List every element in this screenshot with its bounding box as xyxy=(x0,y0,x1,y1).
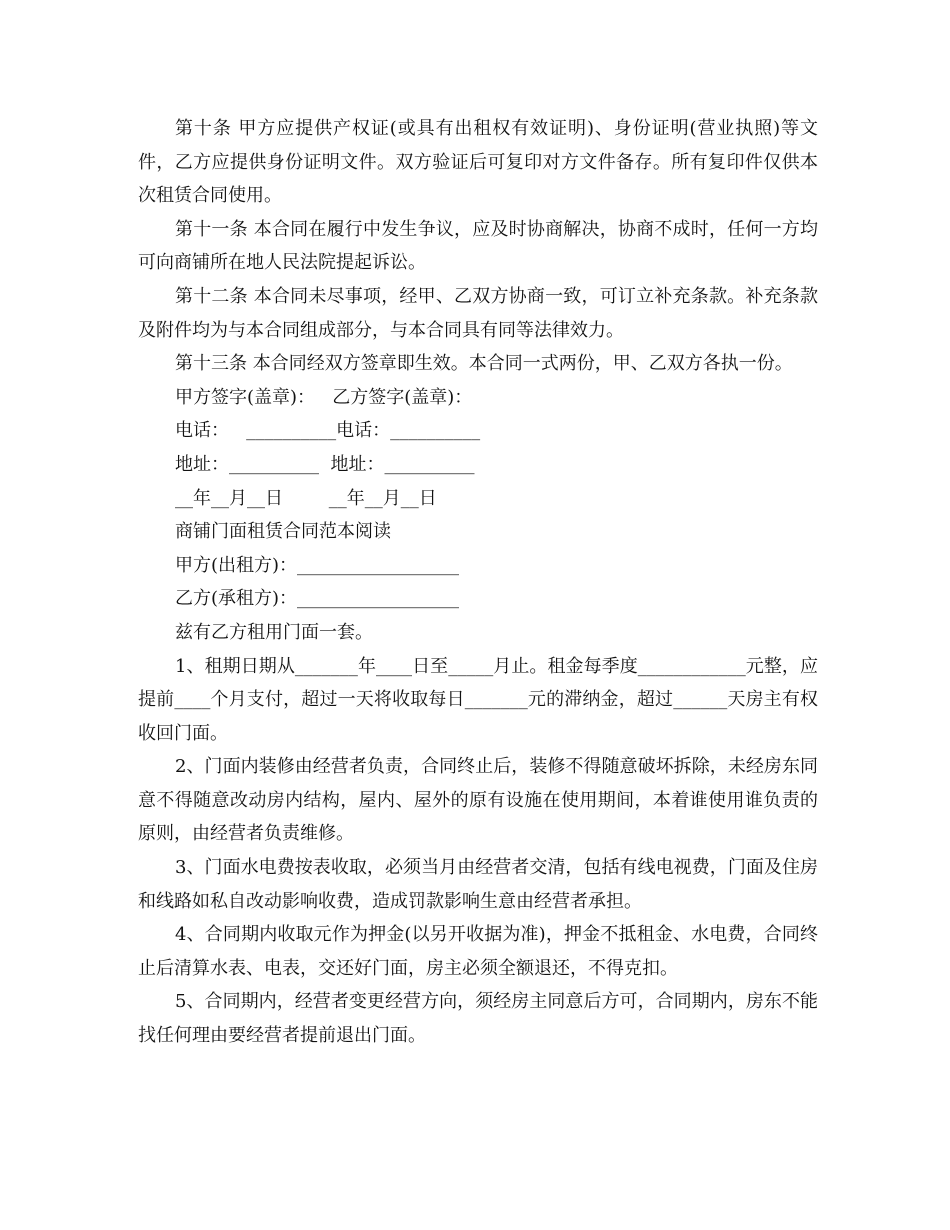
item-2: 2、门面内装修由经营者负责，合同终止后，装修不得随意破坏拆除，未经房东同意不得随意改动房内结构，屋内、屋外的原有设施在使用期间，本着谁使用谁负责的原则，由经营者负责维修。 xyxy=(138,756,818,845)
party-b-line: 乙方(承租方)：__________________ xyxy=(175,588,460,610)
item-3: 3、门面水电费按表收取，必须当月由经营者交清，包括有线电视费，门面及住房和线路如私自改动影响收费，造成罚款影响生意由经营者承担。 xyxy=(138,857,818,912)
clause-13: 第十三条 本合同经双方签章即生效。本合同一式两份，甲、乙双方各执一份。 xyxy=(175,353,793,375)
document-body xyxy=(138,112,818,1053)
item-1: 1、租期日期从_______年____日至_____月止。租金每季度____________元整，应提前____个月支付，超过一天将收取每日_______元的滞纳金，超过______天房主有权收回门面。 xyxy=(138,655,818,744)
address-line: 地址：__________ 地址：__________ xyxy=(175,453,475,475)
signature-line: 甲方签字(盖章)： 乙方签字(盖章)： xyxy=(175,386,473,408)
clause-12: 第十二条 本合同未尽事项，经甲、乙双方协商一致，可订立补充条款。补充条款及附件均为与本合同组成部分，与本合同具有同等法律效力。 xyxy=(138,285,818,341)
clause-10: 第十条 甲方应提供产权证(或具有出租权有效证明)、身份证明(营业执照)等文件，乙方应提供身份证明文件。双方验证后可复印对方文件备存。所有复印件仅供本次租赁合同使用。 xyxy=(138,118,818,207)
intro-line: 兹有乙方租用门面一套。 xyxy=(175,621,373,643)
date-line: __年__月__日 __年__月__日 xyxy=(175,487,437,509)
second-contract-title: 商铺门面租赁合同范本阅读 xyxy=(175,521,391,543)
clause-11: 第十一条 本合同在履行中发生争议，应及时协商解决，协商不成时，任何一方均可向商铺所在地人民法院提起诉讼。 xyxy=(138,218,818,274)
item-4: 4、合同期内收取元作为押金(以另开收据为准)，押金不抵租金、水电费，合同终止后清算水表、电表，交还好门面，房主必须全额退还，不得克扣。 xyxy=(138,924,818,979)
item-5: 5、合同期内，经营者变更经营方向，须经房主同意后方可，合同期内，房东不能找任何理由要经营者提前退出门面。 xyxy=(138,991,818,1047)
party-a-line: 甲方(出租方)：__________________ xyxy=(175,554,460,576)
phone-line: 电话： __________电话：__________ xyxy=(175,420,481,442)
